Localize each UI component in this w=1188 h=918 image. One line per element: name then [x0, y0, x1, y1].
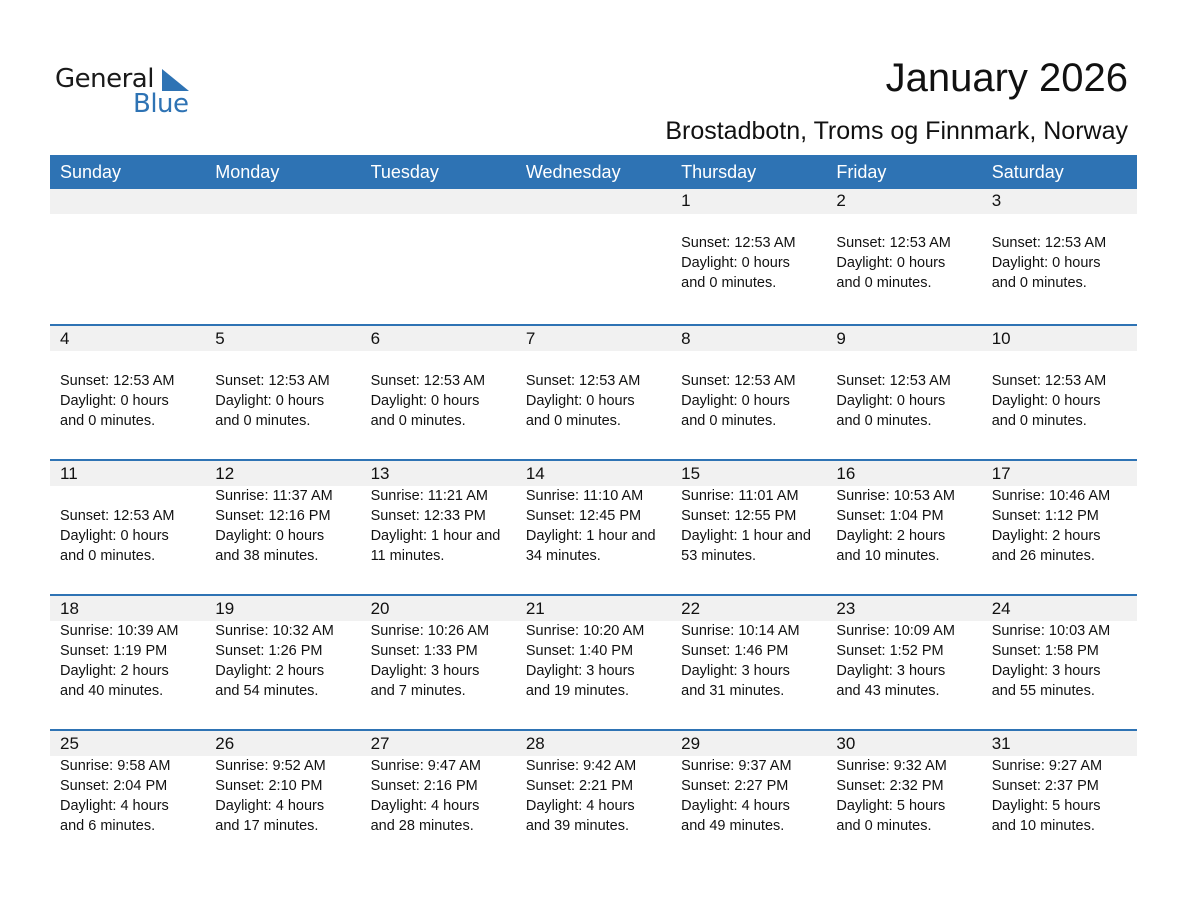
sunset-text: Sunset: 12:16 PM: [215, 508, 331, 524]
day-cell: [982, 326, 1137, 459]
sunrise-text: [371, 351, 516, 371]
daylight-text: Daylight: 0 hours: [836, 393, 946, 409]
day-number: 3: [991, 191, 1002, 210]
day-sun-info: [681, 213, 826, 293]
day-number: 31: [991, 734, 1011, 753]
sunset-text: Sunset: 1:58 PM: [991, 643, 1099, 659]
daylight-text: Daylight: 2 hours: [991, 528, 1101, 544]
triangle-flag-icon: [162, 69, 189, 91]
sunrise-text: [836, 213, 981, 233]
day-sun-info: [371, 621, 516, 701]
sunrise-text: [215, 351, 360, 371]
day-sun-info: [60, 486, 205, 566]
daylight-text: Daylight: 2 hours: [215, 663, 325, 679]
daylight-text: and 38 minutes.: [215, 548, 319, 564]
day-cell: [205, 461, 360, 594]
day-number: 17: [991, 464, 1011, 483]
day-number: 18: [60, 599, 79, 618]
daylight-text: and 19 minutes.: [525, 683, 630, 699]
daylight-text: Daylight: 1 hour and: [370, 528, 501, 544]
daylight-text: and 0 minutes.: [681, 275, 777, 291]
sunrise-text: Sunrise: 10:14 AM: [681, 623, 800, 639]
daylight-text: Daylight: 1 hour and: [525, 528, 656, 544]
daylight-text: and 0 minutes.: [370, 413, 466, 429]
day-number: 27: [370, 734, 390, 753]
day-cell: [361, 189, 516, 324]
sunrise-text: Sunrise: 10:46 AM: [991, 488, 1111, 504]
day-cell: [982, 731, 1137, 864]
weekday-tuesday: Tuesday: [370, 162, 439, 182]
daylight-text: Daylight: 0 hours: [370, 393, 480, 409]
daylight-text: Daylight: 3 hours: [836, 663, 946, 679]
week-row: [50, 459, 1137, 594]
week-row: [50, 324, 1137, 459]
sunrise-text: [681, 351, 826, 371]
daylight-text: and 55 minutes.: [991, 683, 1095, 699]
weekday-friday: Friday: [836, 162, 887, 182]
day-number: 29: [681, 734, 701, 753]
daylight-text: and 17 minutes.: [215, 818, 319, 834]
day-number: 26: [215, 734, 235, 753]
daylight-text: Daylight: 2 hours: [60, 663, 169, 679]
day-sun-info: [836, 351, 981, 431]
weekday-thursday: Thursday: [681, 162, 757, 182]
sunset-text: Sunset: 12:53 AM: [991, 235, 1107, 251]
sunrise-text: Sunrise: 9:52 AM: [215, 758, 326, 774]
daylight-text: and 0 minutes.: [60, 413, 156, 429]
day-sun-info: [60, 351, 205, 431]
day-cell: [671, 596, 826, 729]
daylight-text: Daylight: 3 hours: [681, 663, 790, 679]
day-cell: [671, 326, 826, 459]
day-number: [215, 189, 360, 213]
sunset-text: Sunset: 12:53 AM: [215, 373, 330, 389]
sunrise-text: Sunrise: 11:10 AM: [525, 488, 644, 504]
daylight-text: Daylight: 0 hours: [836, 255, 946, 271]
day-cell: [826, 596, 981, 729]
sunrise-text: Sunrise: 11:01 AM: [681, 488, 799, 504]
week-cells: [50, 461, 1137, 594]
day-number: 1: [681, 191, 691, 210]
day-cell: [826, 189, 981, 324]
day-sun-info: [526, 351, 671, 431]
day-sun-info: [992, 213, 1137, 293]
day-number: 30: [836, 734, 856, 753]
logo: [55, 64, 205, 120]
sunset-text: Sunset: 12:53 AM: [681, 373, 796, 389]
day-sun-info: [836, 756, 981, 836]
sunrise-text: Sunrise: 10:32 AM: [215, 623, 334, 639]
day-cell: [516, 189, 671, 324]
sunrise-text: [60, 486, 205, 506]
sunrise-text: [60, 351, 205, 371]
sunset-text: Sunset: 1:46 PM: [681, 643, 789, 659]
day-cell: [361, 596, 516, 729]
sunrise-text: Sunrise: 10:03 AM: [991, 623, 1111, 639]
daylight-text: and 0 minutes.: [991, 275, 1087, 291]
sunset-text: Sunset: 1:52 PM: [836, 643, 944, 659]
day-sun-info: [371, 486, 516, 566]
sunset-text: Sunset: 1:19 PM: [60, 643, 168, 659]
day-number: 7: [525, 329, 536, 348]
sunset-text: Sunset: 12:53 AM: [991, 373, 1107, 389]
daylight-text: 11 minutes.: [370, 548, 445, 564]
day-number: 12: [215, 464, 235, 483]
day-cell: [671, 731, 826, 864]
day-cell: [205, 596, 360, 729]
sunset-text: Sunset: 1:04 PM: [836, 508, 944, 524]
day-cell: [826, 731, 981, 864]
daylight-text: Daylight: 0 hours: [991, 255, 1101, 271]
day-number: 2: [836, 191, 846, 210]
sunrise-text: Sunrise: 10:20 AM: [525, 623, 645, 639]
day-cell: [50, 326, 205, 459]
daylight-text: and 7 minutes.: [370, 683, 466, 699]
day-number: 20: [370, 599, 390, 618]
location-subtitle: Brostadbotn, Troms og Finnmark, Norway: [665, 117, 1128, 145]
day-cell: [516, 461, 671, 594]
sunset-text: Sunset: 2:10 PM: [215, 778, 323, 794]
daylight-text: Daylight: 0 hours: [991, 393, 1101, 409]
day-cell: [361, 326, 516, 459]
daylight-text: and 26 minutes.: [991, 548, 1095, 564]
day-sun-info: [836, 213, 981, 293]
daylight-text: and 10 minutes.: [991, 818, 1095, 834]
day-number: [60, 189, 205, 213]
day-cell: [671, 189, 826, 324]
day-number: 24: [991, 599, 1011, 618]
weekday-sunday: Sunday: [60, 162, 122, 182]
daylight-text: Daylight: 0 hours: [681, 393, 790, 409]
sunrise-text: Sunrise: 9:47 AM: [370, 758, 481, 774]
day-cell: [205, 326, 360, 459]
sunrise-text: [836, 351, 981, 371]
day-number: [371, 189, 516, 213]
sunrise-text: [992, 351, 1137, 371]
daylight-text: Daylight: 0 hours: [60, 393, 169, 409]
day-number: 14: [525, 464, 545, 483]
sunset-text: Sunset: 12:53 AM: [60, 508, 175, 524]
sunrise-text: Sunrise: 10:39 AM: [60, 623, 179, 639]
weekday-wednesday: Wednesday: [525, 162, 621, 182]
day-sun-info: [836, 486, 981, 566]
daylight-text: Daylight: 0 hours: [60, 528, 169, 544]
sunset-text: Sunset: 1:40 PM: [525, 643, 634, 659]
sunset-text: Sunset: 12:53 AM: [836, 235, 951, 251]
logo-word-general: General: [55, 64, 154, 94]
daylight-text: and 49 minutes.: [681, 818, 785, 834]
day-cell: [361, 461, 516, 594]
sunset-text: Sunset: 2:32 PM: [836, 778, 944, 794]
sunset-text: Sunset: 12:53 AM: [370, 373, 486, 389]
weeks-container: [50, 189, 1137, 864]
day-cell: [516, 596, 671, 729]
week-row: [50, 729, 1137, 864]
day-sun-info: [215, 621, 360, 701]
day-cell: [205, 731, 360, 864]
sunset-text: Sunset: 2:16 PM: [370, 778, 478, 794]
logo-word-blue: Blue: [133, 89, 189, 119]
day-cell: [50, 461, 205, 594]
daylight-text: Daylight: 1 hour and: [681, 528, 811, 544]
day-cell: [50, 596, 205, 729]
day-cell: [516, 731, 671, 864]
day-number: 21: [525, 599, 545, 618]
sunrise-text: Sunrise: 9:27 AM: [991, 758, 1103, 774]
daylight-text: and 10 minutes.: [836, 548, 940, 564]
day-sun-info: [681, 756, 826, 836]
sunrise-text: Sunrise: 11:21 AM: [370, 488, 488, 504]
day-cell: [982, 461, 1137, 594]
weekday-monday: Monday: [215, 162, 280, 182]
weekday-saturday: Saturday: [991, 162, 1064, 182]
week-cells: [50, 326, 1137, 459]
day-sun-info: [371, 351, 516, 431]
daylight-text: Daylight: 4 hours: [60, 798, 169, 814]
day-sun-info: [836, 621, 981, 701]
daylight-text: Daylight: 3 hours: [525, 663, 635, 679]
daylight-text: and 0 minutes.: [60, 548, 156, 564]
sunrise-text: Sunrise: 9:58 AM: [60, 758, 171, 774]
sunset-text: Sunset: 2:27 PM: [681, 778, 789, 794]
day-number: 9: [836, 329, 846, 348]
day-number: 22: [681, 599, 701, 618]
sunset-text: Sunset: 12:53 AM: [836, 373, 951, 389]
day-number: 8: [681, 329, 691, 348]
sunrise-text: Sunrise: 10:09 AM: [836, 623, 955, 639]
sunset-text: Sunset: 12:53 AM: [60, 373, 175, 389]
sunset-text: Sunset: 12:53 AM: [525, 373, 641, 389]
day-number: 23: [836, 599, 856, 618]
daylight-text: and 0 minutes.: [991, 413, 1087, 429]
day-number: 19: [215, 599, 235, 618]
day-sun-info: [60, 621, 205, 701]
week-cells: [50, 731, 1137, 864]
daylight-text: Daylight: 0 hours: [215, 393, 325, 409]
daylight-text: Daylight: 5 hours: [836, 798, 946, 814]
day-sun-info: [215, 351, 360, 431]
daylight-text: and 0 minutes.: [215, 413, 311, 429]
day-number: 5: [215, 329, 225, 348]
daylight-text: and 0 minutes.: [836, 275, 932, 291]
daylight-text: and 40 minutes.: [60, 683, 164, 699]
daylight-text: Daylight: 0 hours: [525, 393, 635, 409]
day-sun-info: [526, 756, 671, 836]
day-number: 10: [991, 329, 1011, 348]
day-cell: [516, 326, 671, 459]
day-sun-info: [681, 486, 826, 566]
day-number: 6: [370, 329, 381, 348]
daylight-text: and 43 minutes.: [836, 683, 940, 699]
daylight-text: Daylight: 3 hours: [991, 663, 1101, 679]
sunrise-text: Sunrise: 9:37 AM: [681, 758, 792, 774]
sunset-text: Sunset: 12:33 PM: [370, 508, 486, 524]
day-number: 16: [836, 464, 856, 483]
day-sun-info: [60, 756, 205, 836]
sunrise-text: Sunrise: 10:26 AM: [370, 623, 490, 639]
daylight-text: Daylight: 0 hours: [215, 528, 325, 544]
weekday-header: [50, 155, 1137, 189]
day-number: 28: [525, 734, 545, 753]
daylight-text: 34 minutes.: [525, 548, 601, 564]
sunrise-text: Sunrise: 11:37 AM: [215, 488, 333, 504]
sunset-text: Sunset: 1:12 PM: [991, 508, 1099, 524]
daylight-text: and 0 minutes.: [525, 413, 621, 429]
sunset-text: Sunset: 1:33 PM: [370, 643, 478, 659]
day-sun-info: [526, 621, 671, 701]
sunrise-text: Sunrise: 9:42 AM: [525, 758, 637, 774]
day-sun-info: [681, 351, 826, 431]
sunset-text: Sunset: 12:55 PM: [681, 508, 797, 524]
daylight-text: and 0 minutes.: [681, 413, 777, 429]
day-cell: [361, 731, 516, 864]
day-sun-info: [992, 621, 1137, 701]
sunset-text: Sunset: 1:26 PM: [215, 643, 323, 659]
sunset-text: Sunset: 2:04 PM: [60, 778, 168, 794]
daylight-text: and 28 minutes.: [370, 818, 474, 834]
daylight-text: Daylight: 0 hours: [681, 255, 790, 271]
day-cell: [982, 596, 1137, 729]
day-cell: [205, 189, 360, 324]
daylight-text: 53 minutes.: [681, 548, 757, 564]
day-sun-info: [215, 486, 360, 566]
week-cells: [50, 596, 1137, 729]
sunset-text: Sunset: 12:45 PM: [525, 508, 642, 524]
day-sun-info: [526, 486, 671, 566]
daylight-text: and 54 minutes.: [215, 683, 319, 699]
day-sun-info: [215, 756, 360, 836]
sunrise-text: [681, 213, 826, 233]
calendar-grid: [50, 155, 1137, 864]
week-row: [50, 594, 1137, 729]
daylight-text: Daylight: 4 hours: [215, 798, 325, 814]
daylight-text: and 0 minutes.: [836, 818, 932, 834]
day-cell: [982, 189, 1137, 324]
day-number: 13: [370, 464, 390, 483]
day-number: 4: [60, 329, 70, 348]
sunrise-text: Sunrise: 9:32 AM: [836, 758, 947, 774]
daylight-text: Daylight: 4 hours: [525, 798, 635, 814]
daylight-text: Daylight: 4 hours: [370, 798, 480, 814]
daylight-text: and 31 minutes.: [681, 683, 785, 699]
sunrise-text: [526, 351, 671, 371]
day-number: 11: [60, 464, 78, 483]
sunrise-text: Sunrise: 10:53 AM: [836, 488, 955, 504]
day-number: 25: [60, 734, 79, 753]
day-cell: [671, 461, 826, 594]
sunset-text: Sunset: 2:37 PM: [991, 778, 1099, 794]
daylight-text: Daylight: 4 hours: [681, 798, 790, 814]
week-row: [50, 189, 1137, 324]
day-number: [526, 189, 671, 213]
daylight-text: Daylight: 3 hours: [370, 663, 480, 679]
sunrise-text: [992, 213, 1137, 233]
day-cell: [826, 326, 981, 459]
day-cell: [826, 461, 981, 594]
daylight-text: and 39 minutes.: [525, 818, 630, 834]
daylight-text: Daylight: 2 hours: [836, 528, 946, 544]
day-cell: [50, 731, 205, 864]
sunset-text: Sunset: 2:21 PM: [525, 778, 634, 794]
day-sun-info: [992, 351, 1137, 431]
day-sun-info: [992, 756, 1137, 836]
day-sun-info: [681, 621, 826, 701]
sunset-text: Sunset: 12:53 AM: [681, 235, 796, 251]
daylight-text: and 6 minutes.: [60, 818, 156, 834]
daylight-text: Daylight: 5 hours: [991, 798, 1101, 814]
daylight-text: and 0 minutes.: [836, 413, 932, 429]
day-number: 15: [681, 464, 701, 483]
day-sun-info: [992, 486, 1137, 566]
day-cell: [50, 189, 205, 324]
page-title: January 2026: [885, 56, 1128, 100]
week-cells: [50, 189, 1137, 324]
day-sun-info: [371, 756, 516, 836]
